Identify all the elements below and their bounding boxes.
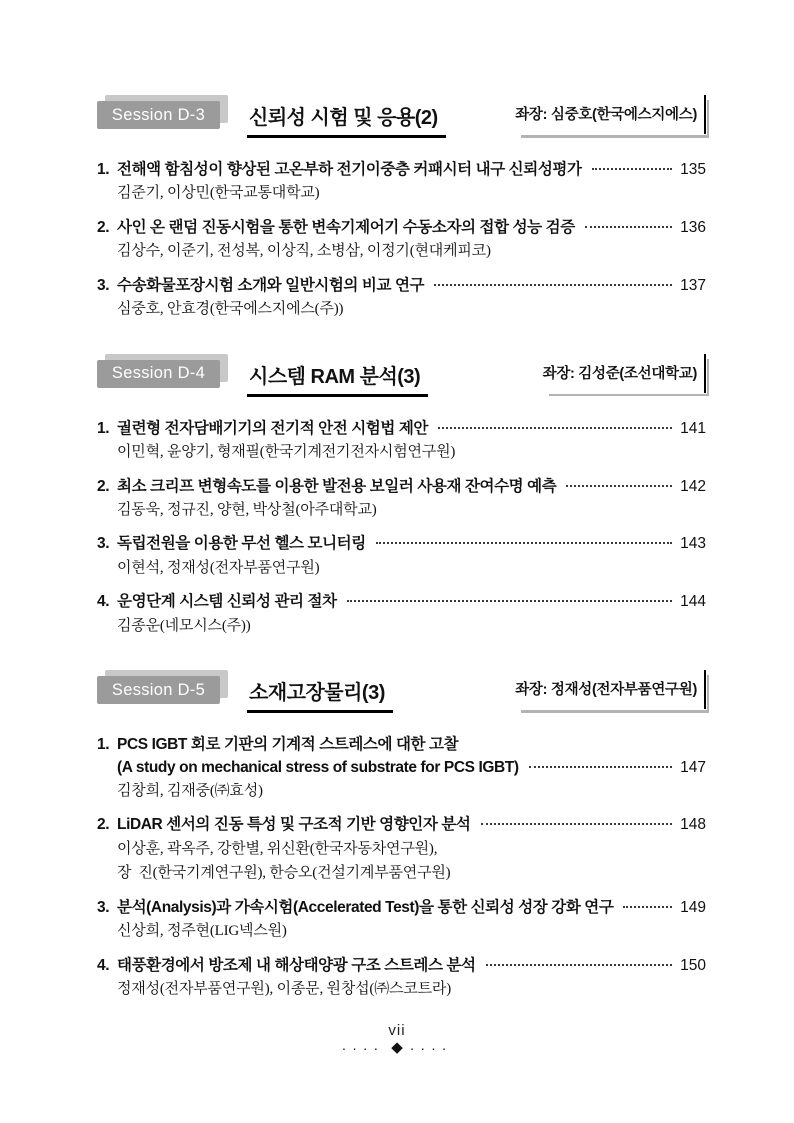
dot-leader [347,600,672,602]
toc-entry [97,735,706,801]
session-title: 신뢰성 시험 및 응용(2) [247,95,446,138]
entry-page-number: 141 [680,419,706,437]
entry-authors: 김준기, 이상민(한국교통대학교) [117,185,320,202]
session-badge-label: Session D-4 [97,360,220,388]
entry-page-number: 135 [680,161,706,178]
toc-entry [97,477,706,521]
dot-leader [566,485,672,487]
entry-authors: 김동욱, 정규진, 양현, 박상철(아주대학교) [117,501,377,518]
entry-page-number: 137 [680,276,706,294]
ornament-dots-left: ···· [341,1039,385,1056]
toc-entry [97,218,706,262]
session-badge [97,354,231,390]
entry-title: 사인 온 랜덤 진동시험을 통한 변속기제어기 수동소자의 접합 성능 검증 [117,218,575,236]
entry-title: 궐련형 전자담배기기의 전기적 안전 시험법 제안 [117,419,428,437]
entry-number: 3. [97,276,110,294]
entry-page-number: 148 [680,816,706,834]
entry-authors: 김창희, 김재중(㈜효성) [117,782,263,799]
session-badge-label: Session D-3 [97,101,220,129]
toc-entry [97,419,706,463]
session-title: 시스템 RAM 분석(3) [247,354,428,397]
toc-entry [97,160,706,204]
entry-number: 1. [97,419,110,437]
session-session-d-3 [97,95,706,320]
entry-number: 1. [97,736,110,754]
dot-leader [438,427,672,429]
toc-entry [97,592,706,636]
entry-page-number: 136 [680,218,706,236]
dot-leader [481,823,673,825]
entry-number: 2. [97,218,110,236]
entry-title-line [97,898,706,917]
entry-title: 전해액 함침성이 향상된 고온부하 전기이중층 커패시터 내구 신뢰성평가 [117,161,582,178]
session-header [97,354,706,397]
toc-entry [97,276,706,320]
entry-number: 3. [97,535,110,553]
toc-entry [97,956,706,1000]
entry-title-line [97,218,706,237]
entry-title-line [97,477,706,496]
entry-page-number: 144 [680,593,706,611]
entry-title-line [97,815,706,834]
entry-number: 1. [97,161,110,178]
session-title: 소재고장물리(3) [247,670,393,713]
entry-page-number: 142 [680,477,706,495]
entry-title: 태풍환경에서 방조제 내 해상태양광 구조 스트레스 분석 [117,956,476,974]
toc-entry [97,898,706,942]
entry-page-number: 147 [680,758,706,776]
toc-entry [97,534,706,578]
session-session-d-4 [97,354,706,637]
page-number: vii [388,1022,406,1039]
entry-title: LiDAR 센서의 진동 특성 및 구조적 기반 영향인자 분석 [117,816,471,834]
entry-number: 4. [97,593,110,611]
entry-authors: 정재성(전자부품연구원), 이종문, 원창섭(㈜스코트라) [117,981,451,997]
entry-page-number: 149 [680,898,706,916]
session-chair: 좌장: 심중호(한국에스지에스) [515,95,706,134]
session-header [97,95,706,138]
dot-leader [376,542,672,544]
entry-title-line [97,419,706,438]
entry-authors: 이현석, 정재성(전자부품연구원) [117,559,320,576]
entry-number: 2. [97,816,110,834]
entry-title-line [97,956,706,975]
entry-page-number: 143 [680,535,706,553]
diamond-icon: ◆ [391,1039,403,1056]
entry-title: 최소 크리프 변형속도를 이용한 발전용 보일러 사용재 잔여수명 예측 [117,477,557,495]
session-header [97,670,706,713]
entry-number: 2. [97,477,110,495]
entry-authors: 김상수, 이준기, 전성복, 이상직, 소병삼, 이정기(현대케피코) [117,243,491,260]
session-badge [97,95,231,131]
entry-number: 3. [97,898,110,916]
session-chair: 좌장: 김성준(조선대학교) [543,354,706,393]
dot-leader [623,906,672,908]
ornament-dots-right: ···· [409,1039,453,1056]
entry-title-line [97,276,706,295]
entry-title: 운영단계 시스템 신뢰성 관리 절차 [117,593,337,611]
entry-title-line [97,735,706,754]
entry-title: PCS IGBT 회로 기판의 기계적 스트레스에 대한 고찰 [117,736,459,754]
entry-number: 4. [97,956,110,974]
entry-title-line [97,160,706,179]
entry-subtitle-line [117,758,706,777]
footer-ornament [0,1040,794,1055]
entry-subtitle: (A study on mechanical stress of substrate for PCS IGBT) [117,758,519,776]
session-badge-label: Session D-5 [97,676,220,704]
entry-authors: 심중호, 안효경(한국에스지에스(주)) [117,301,344,318]
entry-authors: 이민혁, 윤양기, 형재필(한국기계전기전자시험연구원) [117,444,456,460]
entry-title: 독립전원을 이용한 무선 헬스 모니터링 [117,535,366,553]
dot-leader [529,766,672,768]
entry-authors: 김종운(네모시스(주)) [117,617,251,634]
page-footer [0,1022,794,1055]
entry-title: 수송화물포장시험 소개와 일반시험의 비교 연구 [117,276,425,294]
entry-title-line [97,534,706,553]
dot-leader [592,168,673,170]
session-session-d-5 [97,670,706,999]
dot-leader [486,964,673,966]
entry-authors: 장 진(한국기계연구원), 한승오(건설기계부품연구원) [117,865,451,882]
session-chair: 좌장: 정재성(전자부품연구원) [515,670,706,709]
sessions-list [97,95,706,1000]
toc-entry [97,815,706,883]
entry-title: 분석(Analysis)과 가속시험(Accelerated Test)을 통한 신뢰성 성장 강화 연구 [117,898,614,916]
session-badge [97,670,231,706]
entry-title-line [97,592,706,611]
dot-leader [585,226,672,228]
entry-authors: 신상희, 정주현(LIG넥스원) [117,923,287,940]
entry-page-number: 150 [680,956,706,974]
entry-authors: 이상훈, 곽옥주, 강한별, 위신환(한국자동차연구원), [117,840,438,857]
dot-leader [434,284,672,286]
